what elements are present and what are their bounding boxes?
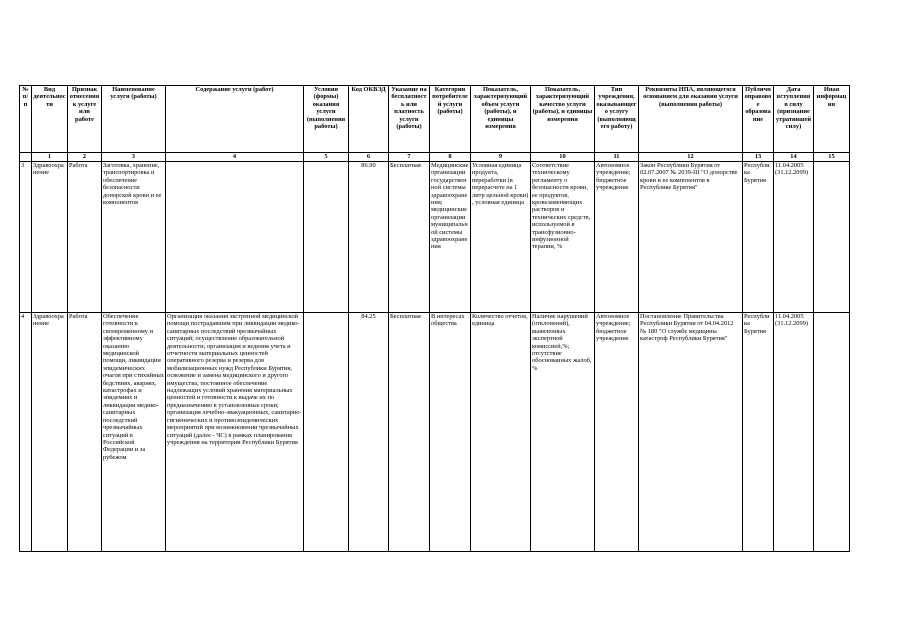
row-number: 3	[20, 162, 32, 313]
header-cell: Код ОКВЭД	[349, 86, 389, 153]
effective-date: 11.04.2005 (31.12.2099)	[774, 313, 814, 552]
header-cell: Тип учреждения, оказывающего услугу (выполняющего работу)	[595, 86, 639, 153]
header-cell: Реквизиты НПА, являющегося основанием для оказания услуги (выполнения работы)	[639, 86, 743, 153]
column-number-cell: 9	[471, 153, 531, 162]
column-number-cell: 5	[304, 153, 349, 162]
header-cell: Указание на бесплатность или платность услуги (работы)	[389, 86, 430, 153]
legal-act-details: Закон Республики Бурятия от 02.07.2007 № 2039-III "О донорстве крови и ее компонентов в Республике Бурятия"	[639, 162, 743, 313]
activity-type: Здравоохранение	[32, 313, 68, 552]
activity-type: Здравоохранение	[32, 162, 68, 313]
column-number-cell: 1	[32, 153, 68, 162]
column-number-cell: 10	[531, 153, 595, 162]
service-content	[166, 162, 304, 313]
column-number-cell	[20, 153, 32, 162]
institution-type: Автономное учреждение; бюджетное учреждение	[595, 162, 639, 313]
header-cell: Условия (формы) оказания услуги (выполнения работы)	[304, 86, 349, 153]
other-info	[814, 313, 850, 552]
column-number-cell: 15	[814, 153, 850, 162]
column-number-cell: 2	[68, 153, 102, 162]
header-cell: Показатель, характеризующий объем услуги (работы), и единицы измерения	[471, 86, 531, 153]
row-number: 4	[20, 313, 32, 552]
column-number-cell: 12	[639, 153, 743, 162]
service-conditions	[304, 313, 349, 552]
legal-act-details: Постановление Правительства Республики Бурятия от 04.04.2012 № 180 "О службе медицины катастроф Республики Бурятия"	[639, 313, 743, 552]
column-number-cell: 14	[774, 153, 814, 162]
service-name: Обеспечение готовности к своевременному и эффективному оказанию медицинской помощи, ликвидации эпидемических очагов при стихийных бедствиях, авариях, катастрофах и эпидемиях и ликвидации медико-санитарных последствий чрезвычайных ситуаций в Российской Федерации и за рубежом	[102, 313, 166, 552]
table-row	[20, 162, 850, 313]
effective-date: 11.04.2005 (31.12.2099)	[774, 162, 814, 313]
header-cell: Признак отнесения к услуге или работе	[68, 86, 102, 153]
consumer-categories: Медицинские организации государственной системы здравоохранения; медицинские организации муниципальной системы здравоохранения	[430, 162, 471, 313]
institution-type: Автономное учреждение; бюджетное учреждение	[595, 313, 639, 552]
column-number-cell: 4	[166, 153, 304, 162]
registry-table-page	[19, 85, 849, 552]
column-number-cell: 8	[430, 153, 471, 162]
service-or-work-flag: Работа	[68, 313, 102, 552]
header-cell: Вид деятельности	[32, 86, 68, 153]
header-cell: Содержание услуги (работ)	[166, 86, 304, 153]
public-entity: Республика Бурятия	[743, 313, 774, 552]
header-cell: Наименование услуги (работы)	[102, 86, 166, 153]
services-registry-table	[19, 85, 850, 552]
consumer-categories: В интересах общества	[430, 313, 471, 552]
other-info	[814, 162, 850, 313]
service-content: Организация оказания экстренной медицинской помощи пострадавшим при ликвидации медико-санитарных последствий чрезвычайных ситуаций; осуществление образовательной деятельности; организация и ведения учета и отчетности материальных ценностей оперативного резерва и резерва для мобилизационных нужд Республики Бурятия, освежение и замена медицинского и другого имущества; постоянное обеспечение надлежащих условий хранения материальных ценностей и готовности к выдаче их по предназначению в установленные сроки; организация лечебно-эвакуационных, санитарно-гигиенических и противоэпидемических мероприятий при возникновении чрезвычайных ситуаций (далее - ЧС) в рамках планирования учреждения на территории Республики Бурятия	[166, 313, 304, 552]
column-number-cell: 3	[102, 153, 166, 162]
column-number-cell: 6	[349, 153, 389, 162]
service-name: Заготовка, хранение, транспортировка и обеспечение безопасности донорской крови и ее компонентов	[102, 162, 166, 313]
public-entity: Республика Бурятия	[743, 162, 774, 313]
header-cell: Категории потребителей услуги (работы)	[430, 86, 471, 153]
table-header-row	[20, 86, 850, 153]
payment-type: Бесплатная	[389, 313, 430, 552]
table-row	[20, 313, 850, 552]
header-cell: № п/п	[20, 86, 32, 153]
payment-type: Бесплатная	[389, 162, 430, 313]
column-number-cell: 7	[389, 153, 430, 162]
column-number-cell: 13	[743, 153, 774, 162]
service-conditions	[304, 162, 349, 313]
volume-indicator: Количество отчетов, единица	[471, 313, 531, 552]
okved-code: 84.25	[349, 313, 389, 552]
volume-indicator: Условная единица продукта, переработки (в перерасчете на 1 литр цельной крови) , условная единица	[471, 162, 531, 313]
header-cell: Показатель, характеризующий качество услуги (работы), и единицы измерения	[531, 86, 595, 153]
service-or-work-flag: Работа	[68, 162, 102, 313]
okved-code: 86.90	[349, 162, 389, 313]
column-number-row	[20, 153, 850, 162]
header-cell: Иная информация	[814, 86, 850, 153]
header-cell: Дата вступления в силу (признание утратившей силу)	[774, 86, 814, 153]
header-cell: Публичноправовое образование	[743, 86, 774, 153]
quality-indicator: Наличие нарушений (отклонений), выявленных экспертной комиссией,%; отсутствие обоснованных жалоб, %	[531, 313, 595, 552]
quality-indicator: Соответствие техническому регламенту о безопасности крови, ее продуктов, кровезаменяющих растворов и технических средств, используемой в трансфузионно-инфузионной терапии, %	[531, 162, 595, 313]
column-number-cell: 11	[595, 153, 639, 162]
